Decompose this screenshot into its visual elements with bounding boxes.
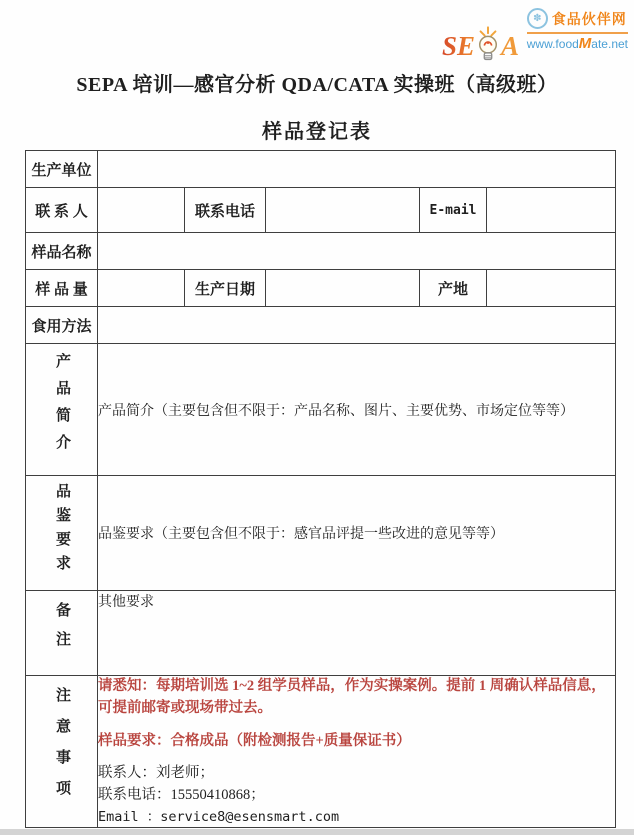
- production-date-label: 生产日期: [185, 270, 266, 307]
- url-suffix: ate.net: [591, 37, 628, 51]
- notice-contact-name: 联系人：刘老师；: [98, 765, 214, 782]
- url-prefix: www.food: [526, 37, 579, 51]
- tasting-req-row: [26, 476, 616, 591]
- page-title: SEPA 培训—感官分析 QDA/CATA 实操班（高级班）: [76, 74, 558, 96]
- eating-method-field[interactable]: [98, 307, 616, 344]
- product-intro-field[interactable]: 产品简介（主要包含但不限于：产品名称、图片、主要优势、市场定位等等）: [98, 344, 616, 476]
- sample-qty-label: 样 品 量: [26, 270, 98, 307]
- tasting-req-field[interactable]: 品鉴要求（主要包含但不限于：感官品评提一些改进的意见等等）: [98, 476, 616, 591]
- notice-red-paragraph-2: 样品要求：合格成品（附检测报告+质量保证书）: [98, 732, 411, 749]
- sample-name-field[interactable]: [98, 233, 616, 270]
- site-name: 食品伙伴网: [551, 12, 627, 28]
- notice-red-paragraph-1: 请悉知：每期培训选 1~2 组学员样品，作为实操案例。提前 1 周确认样品信息，可提前邮寄或现场带过去。: [98, 678, 606, 716]
- production-unit-row: [26, 151, 616, 188]
- contact-label: 联 系 人: [26, 188, 98, 233]
- wordmark-a: A: [501, 31, 520, 61]
- notice-content: [98, 676, 616, 828]
- production-unit-field[interactable]: [98, 151, 616, 188]
- origin-label: 产地: [420, 270, 487, 307]
- notice-contact-phone: 联系电话：15550410868；: [98, 787, 265, 803]
- sample-qty-row: [26, 270, 616, 307]
- wordmark-se: SE: [442, 31, 476, 61]
- product-intro-label: 产品简介: [26, 344, 98, 476]
- page-bottom-edge: [0, 829, 634, 835]
- sample-name-row: [26, 233, 616, 270]
- eating-method-row: [26, 307, 616, 344]
- sample-name-label: 样品名称: [26, 233, 98, 270]
- contact-row: [26, 188, 616, 233]
- remarks-label: 备注: [26, 591, 98, 676]
- contact-phone-label: 联系电话: [185, 188, 266, 233]
- origin-field[interactable]: [487, 270, 616, 307]
- email-field[interactable]: [487, 188, 616, 233]
- production-date-field[interactable]: [266, 270, 420, 307]
- product-intro-row: [26, 344, 616, 476]
- url-m: M: [578, 35, 592, 52]
- notice-row: [26, 676, 616, 828]
- remarks-field[interactable]: 其他要求: [98, 591, 616, 676]
- remarks-row: [26, 591, 616, 676]
- flower-badge-icon: ✽: [527, 8, 548, 29]
- eating-method-label: 食用方法: [26, 307, 98, 344]
- contact-name-field[interactable]: [98, 188, 185, 233]
- site-url: [527, 32, 628, 52]
- contact-phone-field[interactable]: [266, 188, 420, 233]
- sample-registration-table: [25, 150, 616, 828]
- email-label: E-mail: [420, 188, 487, 233]
- foodmate-logo: [442, 8, 628, 64]
- lightbulb-icon: [473, 24, 503, 62]
- tasting-req-label: 品鉴要求: [26, 476, 98, 591]
- production-unit-label: 生产单位: [26, 151, 98, 188]
- notice-label: 注意事项: [26, 676, 98, 828]
- sepa-wordmark: [442, 24, 519, 60]
- page-subtitle: 样品登记表: [262, 121, 372, 143]
- sample-qty-field[interactable]: [98, 270, 185, 307]
- notice-contact-email: Email ：service8@esensmart.com: [98, 808, 340, 825]
